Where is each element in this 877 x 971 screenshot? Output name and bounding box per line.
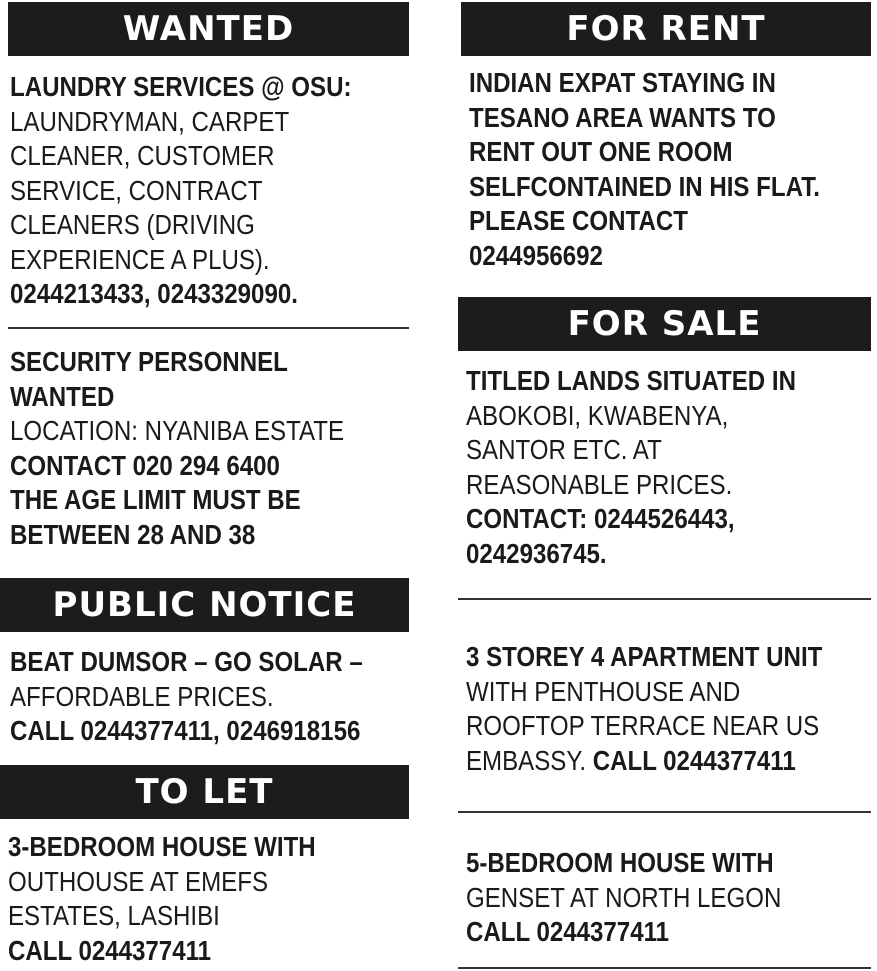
ad-body-line: SERVICE, CONTRACT: [10, 174, 263, 206]
ad-body-line: AFFORDABLE PRICES.: [10, 680, 274, 712]
ad-title: 5-BEDROOM HOUSE WITH: [466, 847, 774, 878]
ad-body-line: ABOKOBI, KWABENYA,: [466, 399, 729, 431]
ad-body-line: REASONABLE PRICES.: [466, 468, 733, 500]
ad-line: TESANO AREA WANTS TO: [469, 101, 776, 133]
ad-contact: 0244956692: [469, 239, 603, 271]
ad-contact: 0244213433, 0243329090.: [10, 278, 298, 309]
for-rent-header: FOR RENT: [461, 2, 871, 56]
ad-contact: CALL 0244377411: [8, 934, 212, 966]
ad-line: SELFCONTAINED IN HIS FLAT.: [469, 170, 820, 202]
to-let-header: TO LET: [0, 765, 409, 819]
ad-contact: CONTACT 020 294 6400: [10, 449, 280, 481]
ad-body-line: GENSET AT NORTH LEGON: [466, 881, 782, 913]
ad-body-line: EXPERIENCE A PLUS).: [10, 243, 270, 275]
ad-body-line: WITH PENTHOUSE AND: [466, 675, 741, 707]
ad-body-line: SANTOR ETC. AT: [466, 434, 662, 465]
ad-contact: CALL 0244377411: [466, 916, 670, 947]
five-bedroom-ad: [466, 846, 781, 950]
apartment-unit-ad: [466, 640, 822, 778]
laundry-services-ad: [10, 70, 351, 312]
divider: [458, 967, 871, 969]
ad-line: PLEASE CONTACT: [469, 205, 688, 236]
ad-body-line: ROOFTOP TERRACE NEAR US: [466, 710, 820, 741]
ad-body-text: EMBASSY.: [466, 744, 593, 776]
ad-line: RENT OUT ONE ROOM: [469, 136, 733, 167]
ad-title: 3 STOREY 4 APARTMENT UNIT: [466, 641, 823, 672]
divider: [458, 811, 871, 813]
ad-body-line: LAUNDRYMAN, CARPET: [10, 105, 290, 137]
wanted-header: WANTED: [8, 2, 409, 56]
ad-body-line: LOCATION: NYANIBA ESTATE: [10, 415, 345, 446]
ad-title: LAUNDRY SERVICES @ OSU:: [10, 71, 352, 102]
solar-ad: [10, 645, 363, 749]
ad-title: SECURITY PERSONNEL: [10, 346, 288, 377]
divider: [458, 598, 871, 600]
for-sale-header: FOR SALE: [458, 297, 871, 351]
public-notice-header: PUBLIC NOTICE: [0, 578, 409, 632]
ad-body-line: OUTHOUSE AT EMEFS: [8, 865, 269, 897]
ad-body-line: CLEANER, CUSTOMER: [10, 140, 275, 171]
ad-contact: CALL 0244377411: [592, 744, 796, 776]
ad-contact: CONTACT: 0244526443,: [466, 503, 735, 534]
ad-body-line: ESTATES, LASHIBI: [8, 900, 220, 931]
ad-body-line: [466, 744, 822, 779]
ad-contact: 0242936745.: [466, 537, 607, 569]
room-rent-ad: [469, 66, 820, 273]
ad-title: BEAT DUMSOR – GO SOLAR –: [10, 646, 363, 677]
ad-body-line: CLEANERS (DRIVING: [10, 209, 255, 240]
ad-contact: BETWEEN 28 AND 38: [10, 518, 256, 550]
ad-title: TITLED LANDS SITUATED IN: [466, 365, 796, 396]
ad-title: WANTED: [10, 380, 115, 412]
ad-contact: CALL 0244377411, 0246918156: [10, 715, 361, 746]
security-personnel-ad: [10, 345, 344, 552]
ad-contact: THE AGE LIMIT MUST BE: [10, 484, 301, 515]
divider: [8, 327, 409, 329]
titled-lands-ad: [466, 364, 796, 571]
ad-line: INDIAN EXPAT STAYING IN: [469, 67, 776, 98]
bedroom-house-ad: [8, 830, 316, 968]
ad-title: 3-BEDROOM HOUSE WITH: [8, 831, 316, 862]
